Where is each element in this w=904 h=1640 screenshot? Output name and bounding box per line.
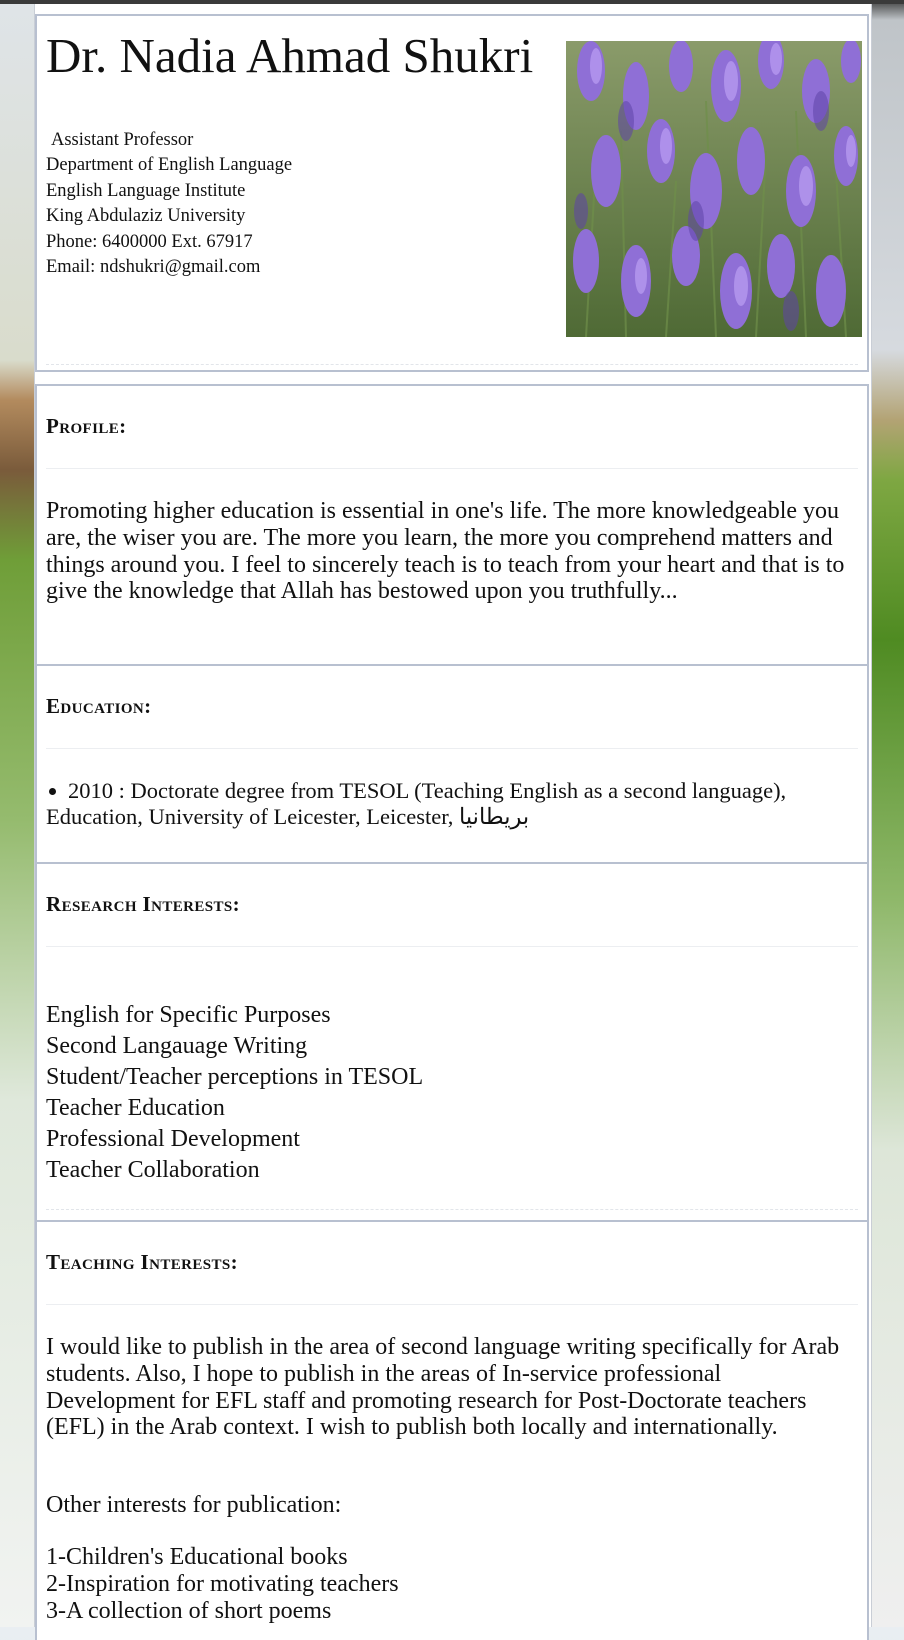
list-item: Professional Development xyxy=(46,1126,300,1152)
profile-section xyxy=(35,384,869,666)
divider xyxy=(46,468,858,469)
email-link[interactable]: Email: ndshukri@gmail.com xyxy=(46,257,261,278)
university: King Abdulaziz University xyxy=(46,206,246,227)
header-card xyxy=(35,14,869,372)
page-title: Dr. Nadia Ahmad Shukri xyxy=(46,28,534,83)
profile-photo xyxy=(566,41,862,337)
other-interests-label: Other interests for publication: xyxy=(46,1492,342,1518)
list-item: English for Specific Purposes xyxy=(46,1002,331,1028)
job-title: Assistant Professor xyxy=(51,130,194,150)
top-edge xyxy=(0,0,904,4)
page-container xyxy=(34,0,872,1627)
bullet-icon xyxy=(49,788,56,795)
list-item: 3-A collection of short poems xyxy=(46,1597,332,1624)
background-right xyxy=(870,0,904,1627)
section-heading-teaching: Teaching Interests: xyxy=(46,1250,239,1274)
divider xyxy=(46,364,858,365)
divider xyxy=(46,946,858,947)
phone: Phone: 6400000 Ext. 67917 xyxy=(46,231,253,252)
list-item: Second Langauage Writing xyxy=(46,1033,308,1059)
list-item: Teacher Collaboration xyxy=(46,1157,260,1183)
education-section xyxy=(35,664,869,864)
divider xyxy=(46,1209,858,1210)
research-list xyxy=(46,1000,423,1186)
section-heading-education: Education: xyxy=(46,694,152,718)
contact-info xyxy=(46,128,292,280)
divider xyxy=(46,748,858,749)
list-item: 1-Children's Educational books xyxy=(46,1544,348,1570)
teaching-section xyxy=(35,1220,869,1640)
profile-text: Promoting higher education is essential in one's life. The more knowledgeable you are, the wiser you are. The more you learn, the more you comprehend matters and things around you. I feel to sincerely teach is to teach from your heart and that is to give the knowledge that Allah has bestowed upon you truthfully... xyxy=(46,498,845,605)
list-item: Teacher Education xyxy=(46,1095,225,1121)
education-item-text: 2010 : Doctorate degree from TESOL (Teaching English as a second language), Education, University of Leicester, Leicester, بريطانيا xyxy=(46,778,787,829)
research-section xyxy=(35,862,869,1222)
section-heading-profile: Profile: xyxy=(46,414,127,438)
publication-list xyxy=(46,1544,856,1624)
list-item: 2-Inspiration for motivating teachers xyxy=(46,1570,399,1597)
education-item xyxy=(46,778,856,829)
lavender-photo-art xyxy=(566,41,862,337)
teaching-text: I would like to publish in the area of second language writing specifically for Arab students. Also, I hope to publish in the areas of In-service professional Development for EFL staff and promoting research for Post-Doctorate teachers (EFL) in the Arab context. I wish to publish both locally and internationally. xyxy=(46,1334,840,1441)
background-left xyxy=(0,0,36,1627)
divider xyxy=(46,1304,858,1305)
list-item: Student/Teacher perceptions in TESOL xyxy=(46,1064,424,1090)
institute: English Language Institute xyxy=(46,180,246,201)
department: Department of English Language xyxy=(46,155,293,176)
section-heading-research: Research Interests: xyxy=(46,892,241,916)
